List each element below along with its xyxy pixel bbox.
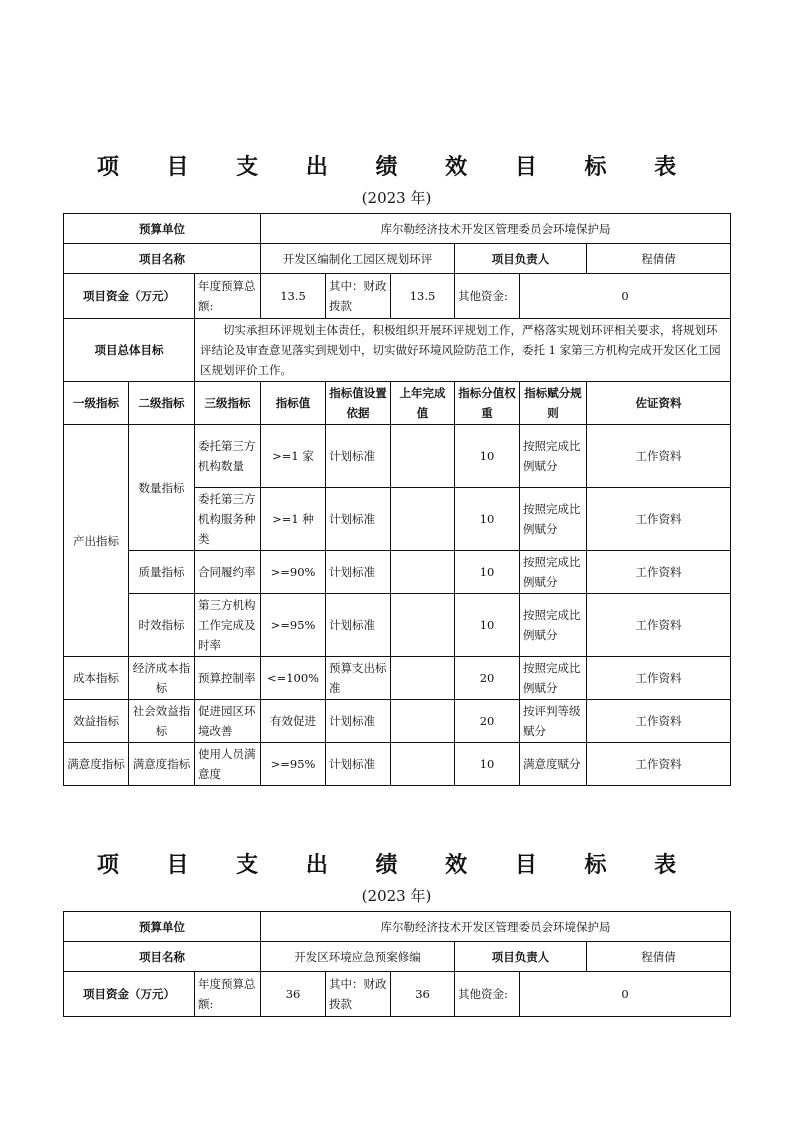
- value-cell: >=1 家: [261, 425, 326, 488]
- proof-cell: 工作资料: [587, 594, 731, 657]
- document-year: (2023 年): [361, 189, 432, 207]
- last-year-cell: [391, 488, 455, 551]
- basis-cell: 计划标准: [326, 743, 391, 786]
- project-name-value: 开发区编制化工园区规划环评: [261, 244, 455, 274]
- rule-cell: 按照完成比例赋分: [520, 657, 587, 700]
- annual-budget-value: 36: [261, 972, 326, 1017]
- document-title: 项 目 支 出 绩 效 目 标 表: [96, 155, 697, 180]
- rule-cell: 按照完成比例赋分: [520, 551, 587, 594]
- other-funds-value: 0: [520, 274, 731, 319]
- header-weight: 指标分值权重: [455, 382, 520, 425]
- header-setting-basis: 指标值设置依据: [326, 382, 391, 425]
- header-scoring-rule: 指标赋分规则: [520, 382, 587, 425]
- level3-cell: 委托第三方机构服务种类: [195, 488, 261, 551]
- level3-cell: 合同履约率: [195, 551, 261, 594]
- basis-cell: 计划标准: [326, 700, 391, 743]
- value-cell: >=95%: [261, 594, 326, 657]
- document-year: (2023 年): [361, 887, 432, 905]
- last-year-cell: [391, 594, 455, 657]
- weight-cell: 10: [455, 425, 520, 488]
- header-level1: 一级指标: [64, 382, 129, 425]
- level2-cell: 社会效益指标: [129, 700, 195, 743]
- rule-cell: 按照完成比例赋分: [520, 594, 587, 657]
- basis-cell: 计划标准: [326, 425, 391, 488]
- proof-cell: 工作资料: [587, 551, 731, 594]
- basis-cell: 计划标准: [326, 488, 391, 551]
- last-year-cell: [391, 700, 455, 743]
- value-cell: <=100%: [261, 657, 326, 700]
- header-last-year: 上年完成值: [391, 382, 455, 425]
- performance-table-1: [63, 213, 731, 786]
- basis-cell: 计划标准: [326, 551, 391, 594]
- last-year-cell: [391, 657, 455, 700]
- rule-cell: 按照完成比例赋分: [520, 488, 587, 551]
- weight-cell: 10: [455, 743, 520, 786]
- fiscal-label: 其中：财政拨款: [326, 972, 391, 1017]
- header-indicator-value: 指标值: [261, 382, 326, 425]
- project-leader-label: 项目负责人: [455, 942, 587, 972]
- weight-cell: 20: [455, 657, 520, 700]
- overall-goal-label: 项目总体目标: [64, 319, 195, 382]
- project-leader-label: 项目负责人: [455, 244, 587, 274]
- level3-cell: 促进园区环境改善: [195, 700, 261, 743]
- table-row: [64, 425, 731, 488]
- rule-cell: 按照完成比例赋分: [520, 425, 587, 488]
- value-cell: >=90%: [261, 551, 326, 594]
- annual-budget-value: 13.5: [261, 274, 326, 319]
- budget-unit-value: 库尔勒经济技术开发区管理委员会环境保护局: [261, 214, 731, 244]
- project-funds-label: 项目资金（万元）: [64, 274, 195, 319]
- header-level3: 三级指标: [195, 382, 261, 425]
- proof-cell: 工作资料: [587, 657, 731, 700]
- annual-budget-label: 年度预算总额:: [195, 972, 261, 1017]
- budget-unit-label: 预算单位: [64, 214, 261, 244]
- level1-cell: 产出指标: [64, 425, 129, 657]
- last-year-cell: [391, 551, 455, 594]
- project-leader-value: 程倩倩: [587, 244, 731, 274]
- level2-cell: 数量指标: [129, 425, 195, 551]
- weight-cell: 10: [455, 551, 520, 594]
- proof-cell: 工作资料: [587, 488, 731, 551]
- other-funds-value: 0: [520, 972, 731, 1017]
- weight-cell: 20: [455, 700, 520, 743]
- proof-cell: 工作资料: [587, 700, 731, 743]
- table-row: [64, 551, 731, 594]
- other-funds-label: 其他资金:: [455, 274, 520, 319]
- budget-unit-label: 预算单位: [64, 912, 261, 942]
- fiscal-value: 36: [391, 972, 455, 1017]
- table-row: [64, 594, 731, 657]
- fiscal-label: 其中：财政拨款: [326, 274, 391, 319]
- value-cell: 有效促进: [261, 700, 326, 743]
- table-row: [64, 657, 731, 700]
- document-title: 项 目 支 出 绩 效 目 标 表: [96, 853, 697, 878]
- project-name-label: 项目名称: [64, 942, 261, 972]
- fiscal-value: 13.5: [391, 274, 455, 319]
- level2-cell: 时效指标: [129, 594, 195, 657]
- budget-unit-value: 库尔勒经济技术开发区管理委员会环境保护局: [261, 912, 731, 942]
- weight-cell: 10: [455, 594, 520, 657]
- table-row: [64, 743, 731, 786]
- header-evidence: 佐证资料: [587, 382, 731, 425]
- project-funds-label: 项目资金（万元）: [64, 972, 195, 1017]
- value-cell: >=95%: [261, 743, 326, 786]
- project-name-value: 开发区环境应急预案修编: [261, 942, 455, 972]
- basis-cell: 计划标准: [326, 594, 391, 657]
- rule-cell: 满意度赋分: [520, 743, 587, 786]
- last-year-cell: [391, 743, 455, 786]
- project-name-label: 项目名称: [64, 244, 261, 274]
- level3-cell: 委托第三方机构数量: [195, 425, 261, 488]
- last-year-cell: [391, 425, 455, 488]
- level3-cell: 使用人员满意度: [195, 743, 261, 786]
- rule-cell: 按评判等级赋分: [520, 700, 587, 743]
- level3-cell: 第三方机构工作完成及时率: [195, 594, 261, 657]
- proof-cell: 工作资料: [587, 425, 731, 488]
- level2-cell: 质量指标: [129, 551, 195, 594]
- level1-cell: 效益指标: [64, 700, 129, 743]
- other-funds-label: 其他资金:: [455, 972, 520, 1017]
- level1-cell: 成本指标: [64, 657, 129, 700]
- proof-cell: 工作资料: [587, 743, 731, 786]
- level2-cell: 满意度指标: [129, 743, 195, 786]
- level2-cell: 经济成本指标: [129, 657, 195, 700]
- basis-cell: 预算支出标准: [326, 657, 391, 700]
- weight-cell: 10: [455, 488, 520, 551]
- level1-cell: 满意度指标: [64, 743, 129, 786]
- overall-goal-text: 切实承担环评规划主体责任，积极组织开展环评规划工作，严格落实规划环评相关要求，将规划环评结论及审查意见落实到规划中，切实做好环境风险防范工作，委托 1 家第三方机构完成开发区化工园区规划评价工作。: [195, 319, 731, 382]
- annual-budget-label: 年度预算总额:: [195, 274, 261, 319]
- header-level2: 二级指标: [129, 382, 195, 425]
- project-leader-value: 程倩倩: [587, 942, 731, 972]
- table-row: [64, 700, 731, 743]
- value-cell: >=1 种: [261, 488, 326, 551]
- performance-table-2: [63, 911, 731, 1017]
- level3-cell: 预算控制率: [195, 657, 261, 700]
